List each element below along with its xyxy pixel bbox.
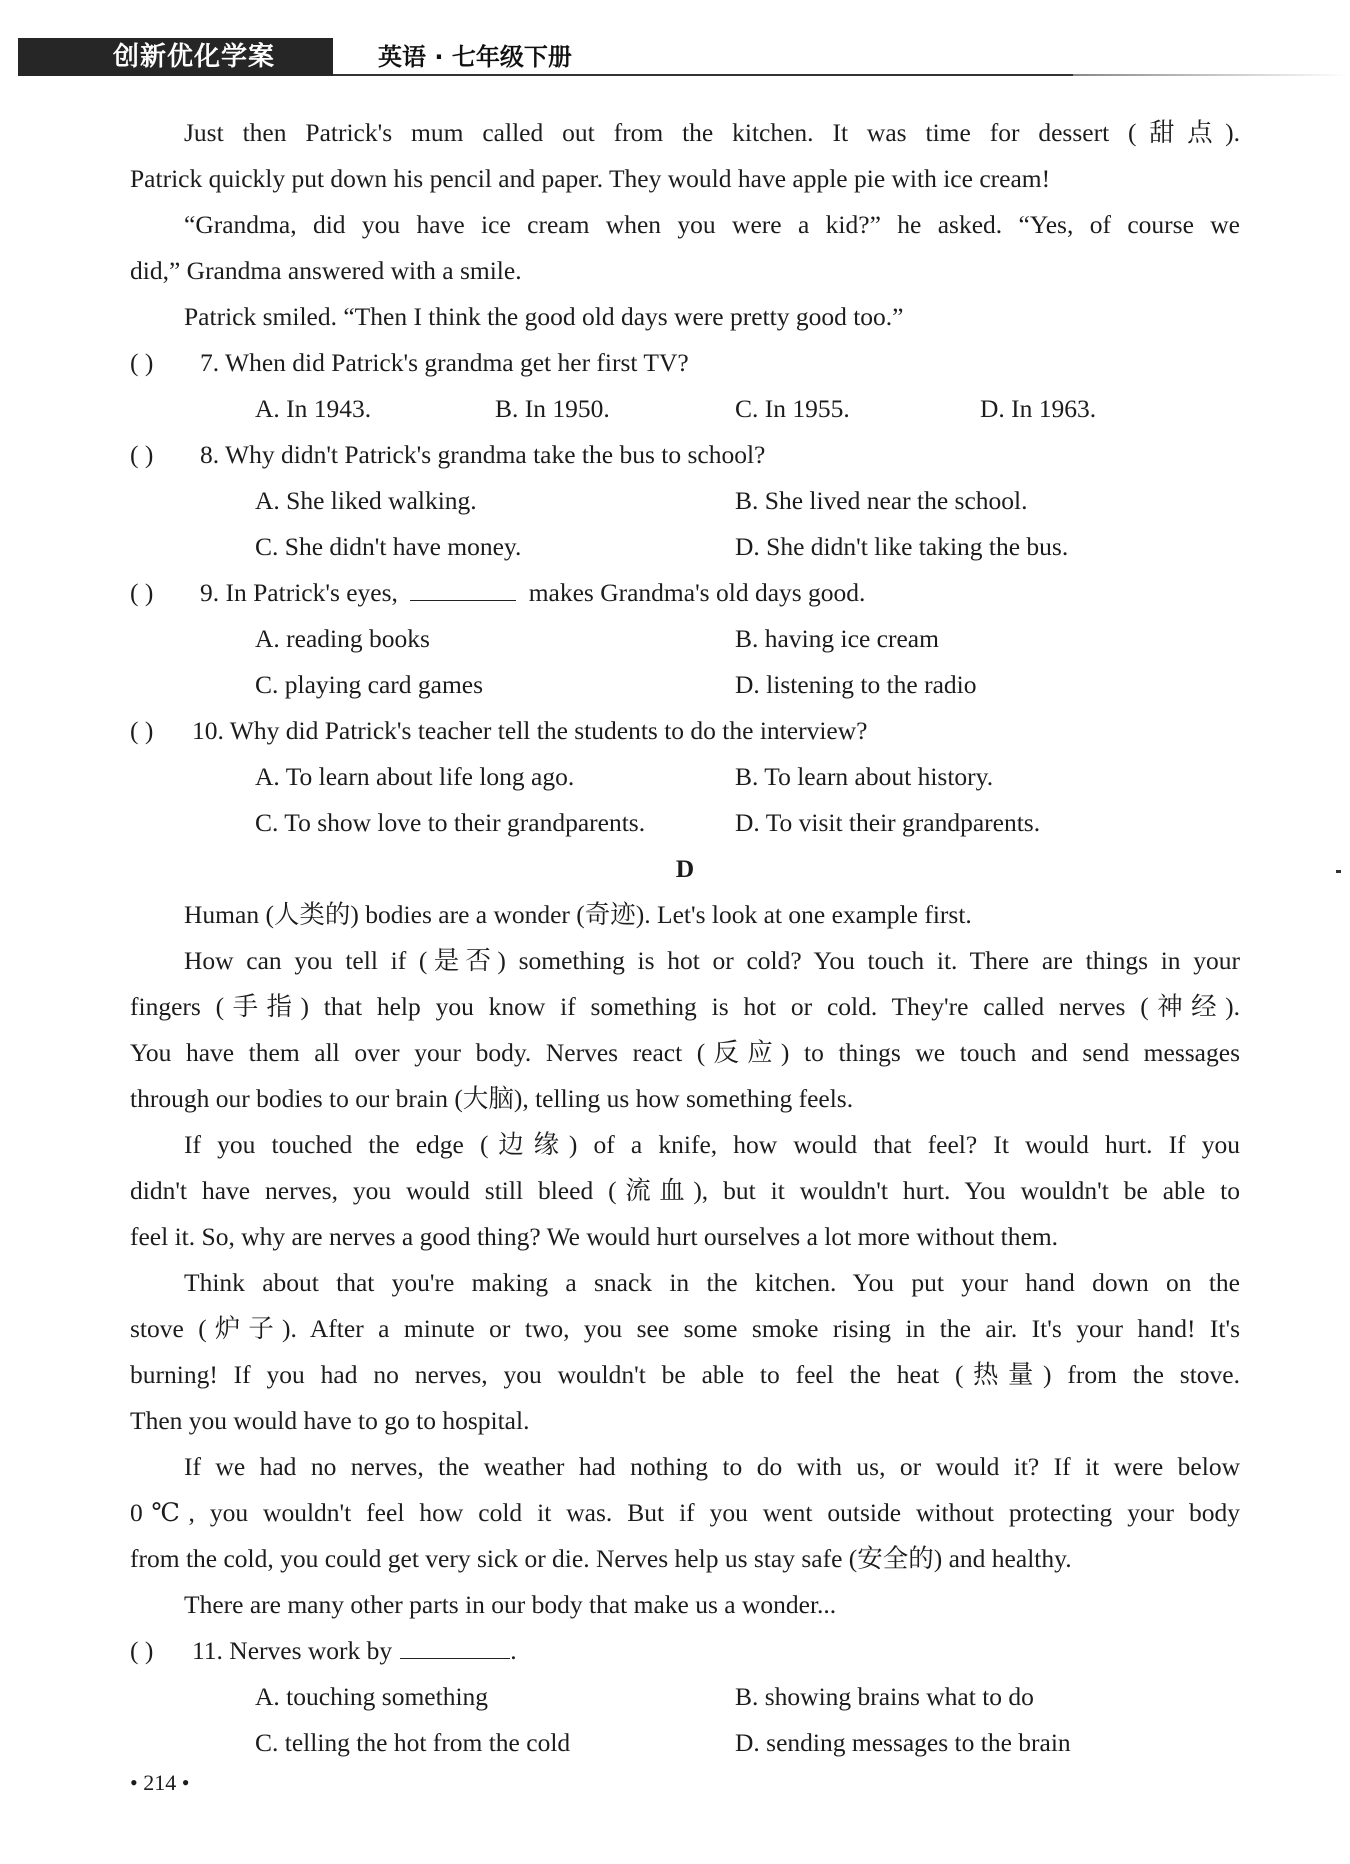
question-9	[130, 570, 1240, 616]
paragraph-line: didn't have nerves, you would still bleed (流血), but it wouldn't hurt. You wouldn't be able to	[130, 1176, 1240, 1205]
option-b: B. In 1950.	[495, 394, 610, 423]
question-text: 10. Why did Patrick's teacher tell the students to do the interview?	[192, 716, 868, 745]
header-rule-fade	[1073, 74, 1348, 76]
options-row	[130, 616, 1240, 662]
paragraph-line: through our bodies to our brain (大脑), telling us how something feels.	[130, 1084, 854, 1113]
question-10	[130, 708, 1240, 754]
page-header	[18, 38, 1348, 78]
paragraph-line: Think about that you're making a snack in the kitchen. You put your hand down on the	[184, 1268, 1240, 1297]
paragraph-line: fingers (手指) that help you know if something is hot or cold. They're called nerves (神经).	[130, 992, 1240, 1021]
paragraph-line: stove (炉子). After a minute or two, you see some smoke rising in the air. It's your hand! It's	[130, 1314, 1240, 1343]
option-a: A. In 1943.	[255, 394, 372, 423]
option-a: A. touching something	[255, 1682, 489, 1711]
paragraph-line: “Grandma, did you have ice cream when you were a kid?” he asked. “Yes, of course we	[184, 210, 1240, 239]
option-c: C. playing card games	[255, 670, 484, 699]
options-row	[130, 1720, 1240, 1766]
option-b: B. To learn about history.	[735, 762, 994, 791]
option-d: D. listening to the radio	[735, 670, 977, 699]
page-content	[130, 110, 1240, 1766]
option-c: C. In 1955.	[735, 394, 850, 423]
paragraph-line: feel it. So, why are nerves a good thing? We would hurt ourselves a lot more without them.	[130, 1222, 1059, 1251]
fill-blank[interactable]	[400, 1636, 510, 1659]
answer-paren[interactable]: ( )	[130, 440, 154, 469]
option-b: B. having ice cream	[735, 624, 939, 653]
question-7	[130, 340, 1240, 386]
page-number: • 214 •	[130, 1770, 190, 1795]
option-d: D. To visit their grandparents.	[735, 808, 1041, 837]
option-d: D. In 1963.	[980, 394, 1097, 423]
option-c: C. telling the hot from the cold	[255, 1728, 571, 1757]
paragraph-line: Patrick smiled. “Then I think the good old days were pretty good too.”	[184, 302, 904, 331]
question-text-start: 9. In Patrick's eyes,	[200, 578, 398, 607]
option-a: A. To learn about life long ago.	[255, 762, 575, 791]
paragraph-line: There are many other parts in our body that make us a wonder...	[184, 1590, 837, 1619]
options-row	[130, 1674, 1240, 1720]
paragraph-line: burning! If you had no nerves, you wouldn't be able to feel the heat (热量) from the stove.	[130, 1360, 1240, 1389]
option-c: C. To show love to their grandparents.	[255, 808, 646, 837]
paragraph-line: did,” Grandma answered with a smile.	[130, 256, 522, 285]
paragraph-line: Human (人类的) bodies are a wonder (奇迹). Let's look at one example first.	[184, 900, 972, 929]
margin-mark	[1336, 870, 1341, 873]
question-text-end: makes Grandma's old days good.	[528, 578, 866, 607]
paragraph-line: You have them all over your body. Nerves react (反应) to things we touch and send messages	[130, 1038, 1240, 1067]
option-c: C. She didn't have money.	[255, 532, 522, 561]
options-row	[130, 478, 1240, 524]
header-rule	[333, 74, 1073, 76]
option-a: A. She liked walking.	[255, 486, 477, 515]
answer-paren[interactable]: ( )	[130, 348, 154, 377]
option-a: A. reading books	[255, 624, 430, 653]
options-row	[130, 800, 1240, 846]
answer-paren[interactable]: ( )	[130, 1636, 154, 1665]
paragraph-line: How can you tell if (是否) something is hot or cold? You touch it. There are things in your	[184, 946, 1240, 975]
question-end-punct: .	[510, 1636, 517, 1665]
brand-logo: 创新优化学案	[18, 38, 333, 76]
question-8	[130, 432, 1240, 478]
answer-paren[interactable]: ( )	[130, 578, 154, 607]
options-row	[130, 386, 1240, 432]
paragraph-line: Just then Patrick's mum called out from the kitchen. It was time for dessert (甜点).	[184, 118, 1240, 147]
paragraph-line: Patrick quickly put down his pencil and paper. They would have apple pie with ice cream!	[130, 164, 1051, 193]
options-row	[130, 662, 1240, 708]
subject-title: 英语 · 七年级下册	[378, 43, 572, 71]
options-row	[130, 754, 1240, 800]
option-b: B. She lived near the school.	[735, 486, 1028, 515]
question-text-start: 11. Nerves work by	[192, 1636, 393, 1665]
question-11	[130, 1628, 1240, 1674]
fill-blank[interactable]	[410, 578, 516, 601]
option-b: B. showing brains what to do	[735, 1682, 1034, 1711]
question-text	[200, 570, 865, 616]
options-row	[130, 524, 1240, 570]
option-d: D. sending messages to the brain	[735, 1728, 1071, 1757]
paragraph-line: 0℃, you wouldn't feel how cold it was. But if you went outside without protecting your body	[130, 1498, 1240, 1527]
section-title: D	[675, 854, 695, 883]
paragraph-line: If you touched the edge (边缘) of a knife, how would that feel? It would hurt. If you	[184, 1130, 1240, 1159]
paragraph-line: If we had no nerves, the weather had nothing to do with us, or would it? If it were below	[184, 1452, 1240, 1481]
answer-paren[interactable]: ( )	[130, 716, 154, 745]
question-text	[192, 1628, 517, 1674]
question-text: 8. Why didn't Patrick's grandma take the bus to school?	[200, 440, 766, 469]
question-text: 7. When did Patrick's grandma get her first TV?	[200, 348, 689, 377]
option-d: D. She didn't like taking the bus.	[735, 532, 1069, 561]
paragraph-line: from the cold, you could get very sick or die. Nerves help us stay safe (安全的) and healthy.	[130, 1544, 1072, 1573]
paragraph-line: Then you would have to go to hospital.	[130, 1406, 530, 1435]
